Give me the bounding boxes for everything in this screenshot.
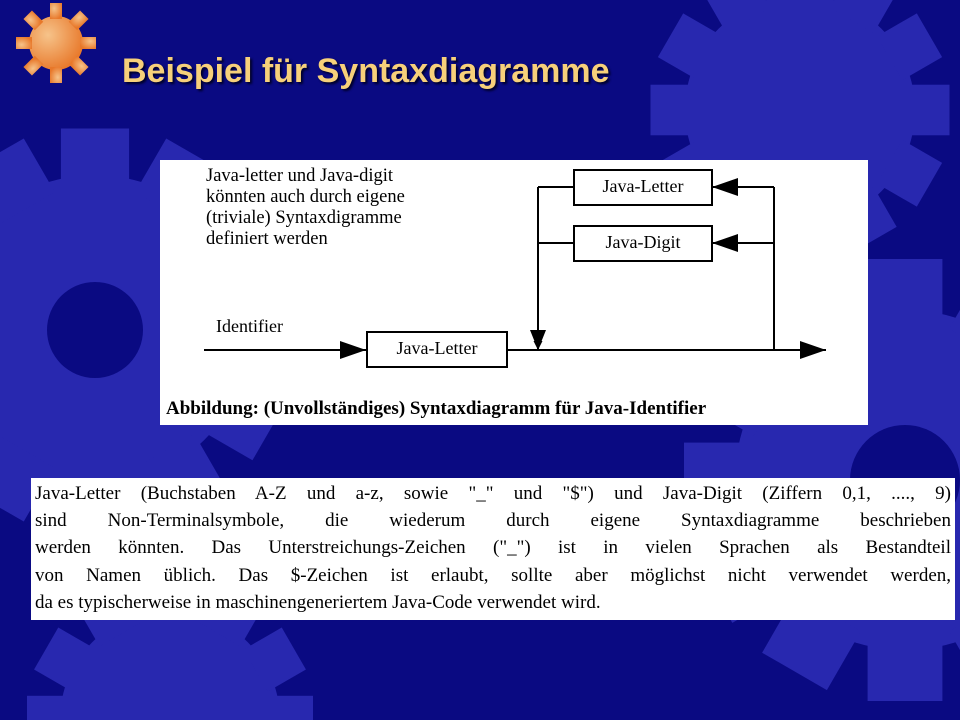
gear-logo-icon bbox=[8, 2, 104, 84]
explanation-box bbox=[31, 478, 955, 620]
node-java-letter-main: Java-Letter bbox=[396, 338, 478, 358]
node-java-digit-loop: Java-Digit bbox=[605, 232, 681, 252]
figure-caption: Abbildung: (Unvollständiges) Syntaxdiagramm für Java-Identifier bbox=[166, 398, 707, 419]
syntax-diagram-figure bbox=[160, 160, 868, 425]
node-java-letter-loop: Java-Letter bbox=[602, 176, 684, 196]
loop-return-arrowhead bbox=[530, 330, 546, 350]
entry-label: Identifier bbox=[216, 316, 283, 336]
slide-title: Beispiel für Syntaxdiagramme bbox=[122, 52, 610, 90]
note-line: (triviale) Syntaxdigramme bbox=[206, 208, 402, 228]
diagram-note bbox=[206, 166, 405, 250]
explanation-line: da es typischerweise in maschinengeneriertem Java-Code verwendet wird. bbox=[35, 591, 601, 613]
explanation-paragraph bbox=[35, 480, 951, 616]
note-line: definiert werden bbox=[206, 229, 328, 249]
note-line: könnten auch durch eigene bbox=[206, 187, 405, 207]
explanation-line: werden könnten. Das Unterstreichungs-Zeichen ("_") ist in vielen Sprachen als Bestandteil bbox=[35, 537, 951, 559]
note-line: Java-letter und Java-digit bbox=[206, 166, 393, 186]
explanation-line: sind Non-Terminalsymbole, die wiederum durch eigene Syntaxdiagramme beschrieben bbox=[35, 510, 951, 532]
explanation-line: von Namen üblich. Das $-Zeichen ist erlaubt, sollte aber möglichst nicht verwendet werden, bbox=[35, 564, 951, 586]
explanation-line: Java-Letter (Buchstaben A-Z und a-z, sowie "_" und "$") und Java-Digit (Ziffern 0,1, ...., 9) bbox=[35, 483, 951, 504]
